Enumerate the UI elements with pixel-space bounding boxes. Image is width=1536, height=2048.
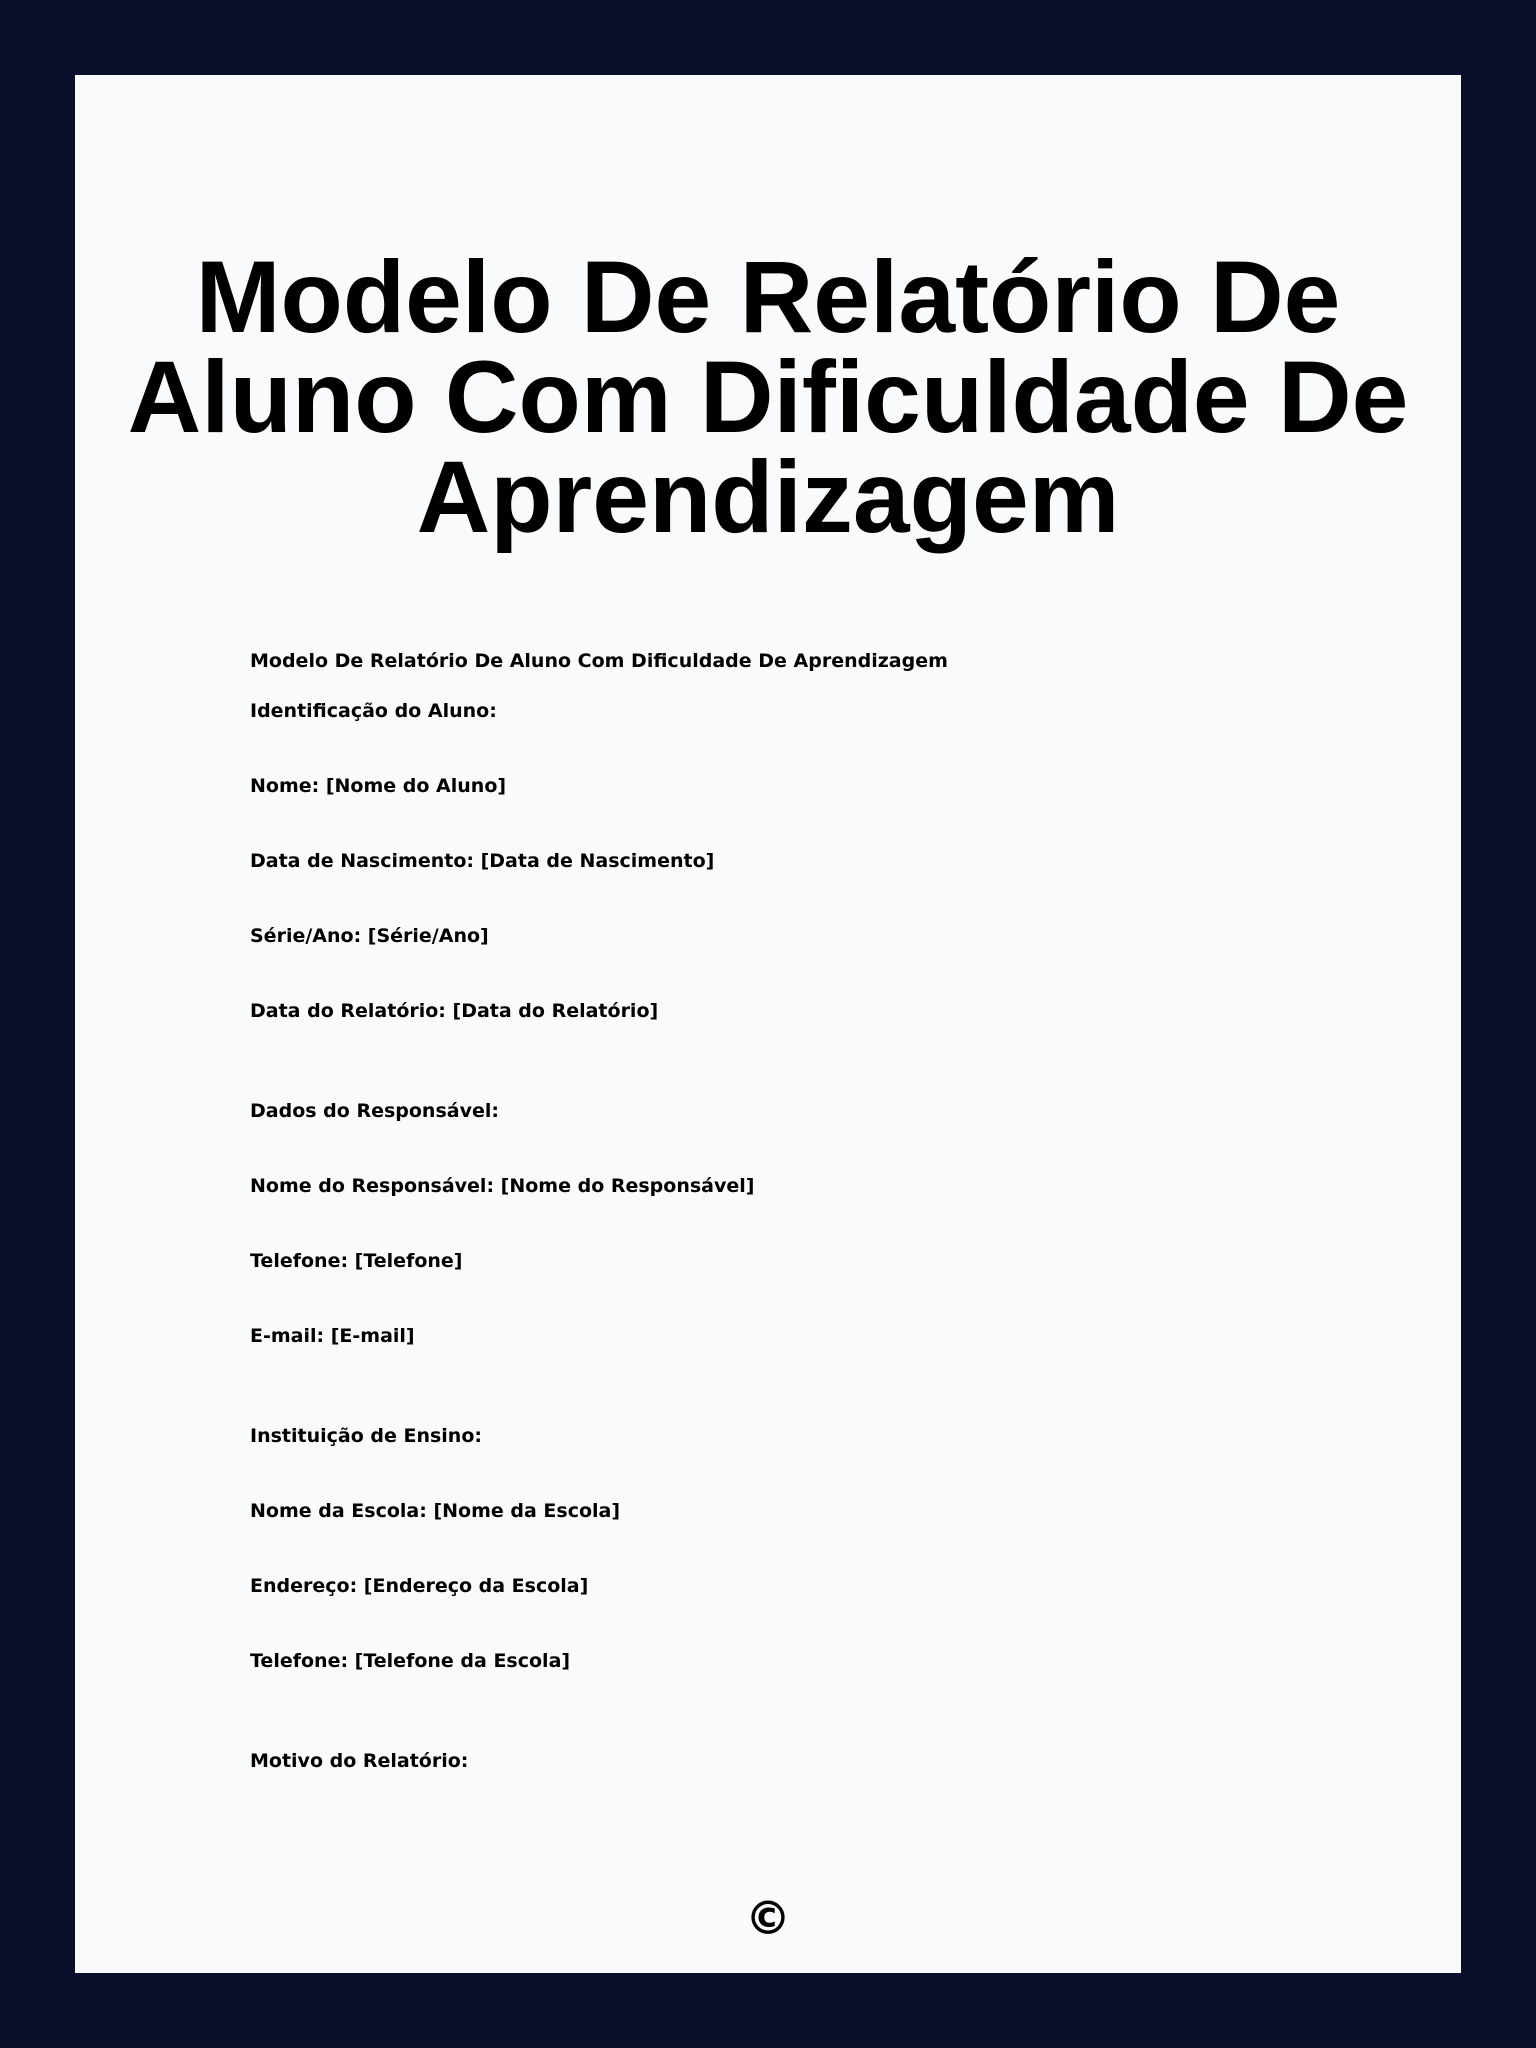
field-data-relatorio: Data do Relatório: [Data do Relatório] bbox=[250, 1000, 659, 1022]
field-telefone: Telefone: [Telefone] bbox=[250, 1250, 463, 1272]
section-heading-instituicao: Instituição de Ensino: bbox=[250, 1425, 482, 1447]
field-endereco-escola: Endereço: [Endereço da Escola] bbox=[250, 1575, 589, 1597]
field-telefone-escola: Telefone: [Telefone da Escola] bbox=[250, 1650, 571, 1672]
field-nome-aluno: Nome: [Nome do Aluno] bbox=[250, 775, 507, 797]
field-data-nascimento: Data de Nascimento: [Data de Nascimento] bbox=[250, 850, 715, 872]
section-heading-motivo: Motivo do Relatório: bbox=[250, 1750, 469, 1772]
document-title: Modelo De Relatório De Aluno Com Dificuldade De Aprendizagem bbox=[127, 240, 1409, 554]
field-nome-responsavel: Nome do Responsável: [Nome do Responsável] bbox=[250, 1175, 755, 1197]
document-page bbox=[75, 75, 1461, 1973]
document-subtitle: Modelo De Relatório De Aluno Com Dificuldade De Aprendizagem bbox=[250, 650, 948, 672]
section-heading-identificacao: Identificação do Aluno: bbox=[250, 700, 497, 722]
copyright-icon: © bbox=[745, 1891, 791, 1945]
section-heading-responsavel: Dados do Responsável: bbox=[250, 1100, 499, 1122]
field-email: E-mail: [E-mail] bbox=[250, 1325, 415, 1347]
field-nome-escola: Nome da Escola: [Nome da Escola] bbox=[250, 1500, 621, 1522]
field-serie-ano: Série/Ano: [Série/Ano] bbox=[250, 925, 489, 947]
